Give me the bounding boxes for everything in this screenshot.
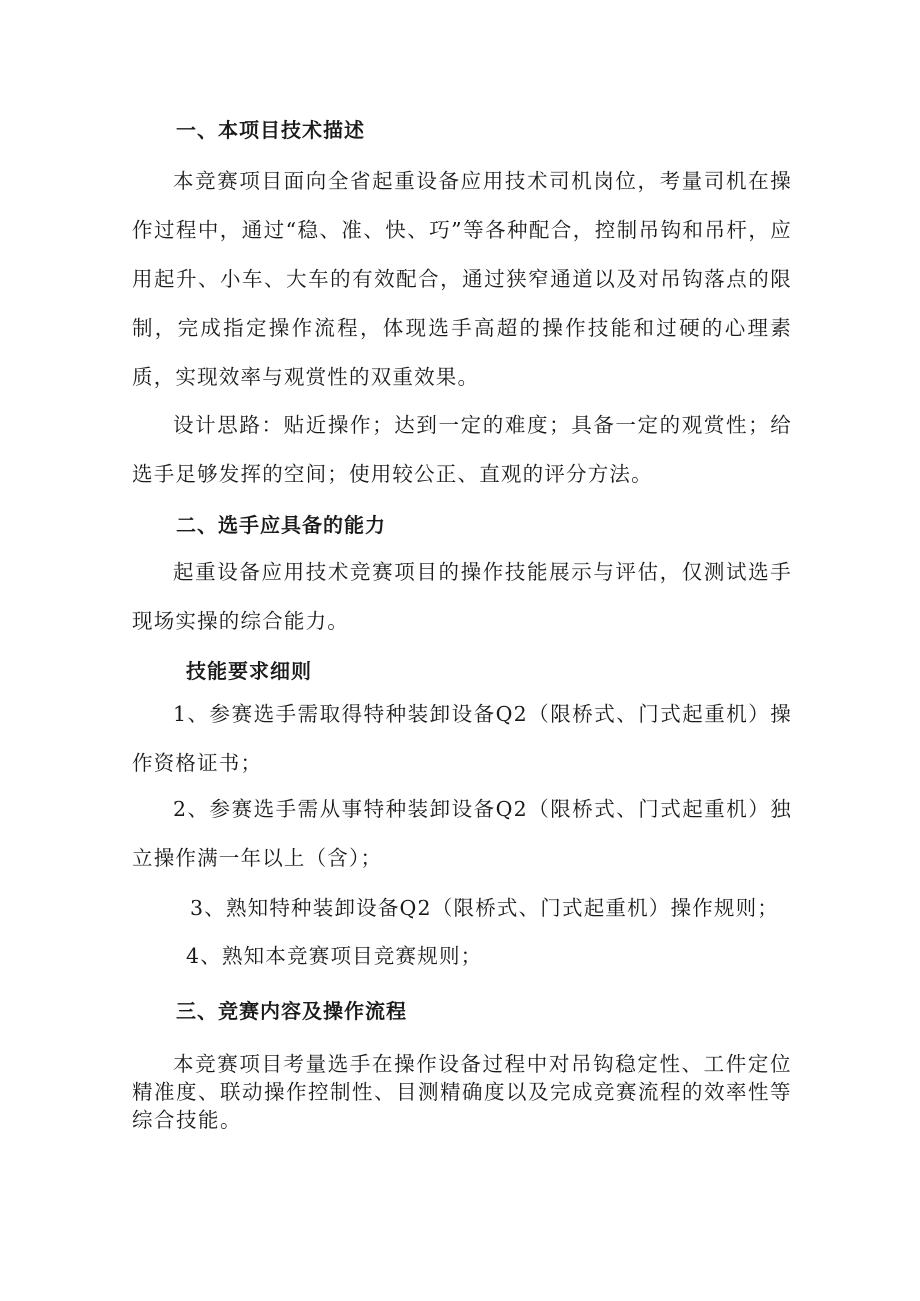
requirement-item-1: 1、参赛选手需取得特种装卸设备Q2（限桥式、门式起重机）操作资格证书； [132,702,792,775]
section-1-paragraph-2: 设计思路：贴近操作；达到一定的难度；具备一定的观赏性；给选手足够发挥的空间；使用较公正、直观的评分方法。 [132,413,792,486]
requirement-item-3: 3、熟知特种装卸设备Q2（限桥式、门式起重机）操作规则； [190,896,779,920]
requirement-item-2: 2、参赛选手需从事特种装卸设备Q2（限桥式、门式起重机）独立操作满一年以上（含）； [132,797,792,870]
section-1-paragraph-1: 本竞赛项目面向全省起重设备应用技术司机岗位，考量司机在操作过程中，通过“稳、准、快、巧”等各种配合，控制吊钩和吊杆，应用起升、小车、大车的有效配合，通过狭窄通道以及对吊钩落点的限制，完成指定操作流程，体现选手高超的操作技能和过硬的心理素质，实现效率与观赏性的双重效果。 [132,169,792,389]
requirement-item-4: 4、熟知本竞赛项目竞赛规则； [186,944,483,968]
skill-requirements-subheading: 技能要求细则 [186,659,312,683]
section-heading-3: 三、竞赛内容及操作流程 [176,999,407,1023]
section-heading-2: 二、选手应具备的能力 [176,513,386,537]
section-heading-1: 一、本项目技术描述 [176,118,365,142]
section-2-paragraph-1: 起重设备应用技术竞赛项目的操作技能展示与评估，仅测试选手现场实操的综合能力。 [132,560,792,633]
section-3-paragraph-1: 本竞赛项目考量选手在操作设备过程中对吊钩稳定性、工件定位精准度、联动操作控制性、目测精确度以及完成竞赛流程的效率性等综合技能。 [132,1052,792,1132]
